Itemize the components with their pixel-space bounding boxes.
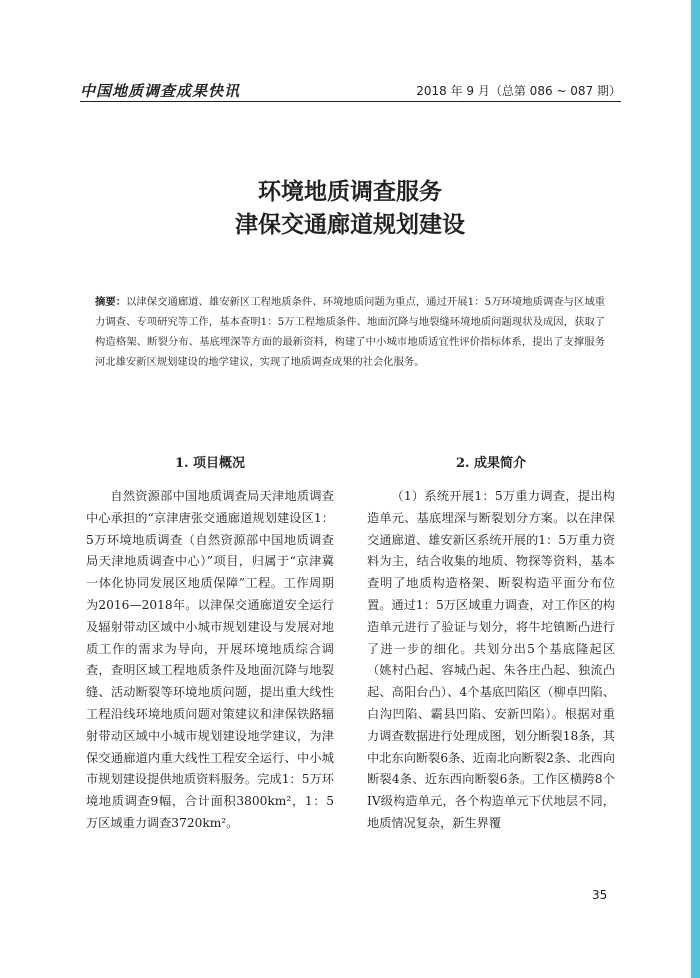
- journal-name: 中国地质调查成果快讯: [80, 82, 241, 100]
- column-left: [86, 452, 334, 835]
- running-header: [80, 80, 621, 102]
- title-line-1: 环境地质调查服务: [258, 179, 442, 205]
- column-right: [367, 452, 615, 835]
- abstract-text: 以津保交通廊道、雄安新区工程地质条件、环境地质问题为重点，通过开展1：5万环境地质调查与区域重力调查、专项研究等工作，基本查明1：5万工程地质条件、地面沉降与地裂缝环境地质问题现状及成因，获取了构造格架、断裂分布、基底埋深等方面的最新资料，构建了中小城市地质适宜性评价指标体系，提出了支撑服务河北雄安新区规划建设的地学建议，实现了地质调查成果的社会化服务。: [95, 296, 606, 368]
- section-heading-overview: 1. 项目概况: [174, 456, 246, 471]
- header-rule: [80, 101, 621, 102]
- section-body-overview: 自然资源部中国地质调查局天津地质调查中心承担的“京津唐张交通廊道规划建设区1：5万环境地质调查（自然资源部中国地质调查局天津地质调查中心）”项目，归属于“京津冀一体化协同发展区地质保障”工程。工作周期为2016—2018年。以津保交通廊道安全运行及辐射带动区域中小城市规划建设与发展对地质工作的需求为导向，开展环境地质综合调查，查明区域工程地质条件及地面沉降与地裂缝、活动断裂等环境地质问题，提出重大线性工程沿线环境地质问题对策建议和津保铁路辐射带动区域中小城市规划建设地学建议，为津保交通廊道内重大线性工程安全运行、中小城市规划建设提供地质资料服务。完成1：5万环境地质调查9幅，合计面积3800km²，1：5万区域重力调查3720km²。: [86, 489, 334, 830]
- section-body-results: （1）系统开展1：5万重力调查，提出构造单元、基底埋深与断裂划分方案。以在津保交通廊道、雄安新区系统开展的1：5万重力资料为主，结合收集的地质、物探等资料，基本查明了地质构造格架、断裂构造平面分布位置。通过1：5万区域重力调查，对工作区的构造单元进行了验证与划分，将牛坨镇断凸进行了进一步的细化。共划分出5个基底隆起区（姚村凸起、容城凸起、朱各庄凸起、独流凸起、高阳台凸）、4个基底凹陷区（柳卓凹陷、白沟凹陷、霸县凹陷、安新凹陷）。根据对重力调查数据进行处理成图，划分断裂18条，其中北东向断裂6条、近南北向断裂2条、北西向断裂4条、近东西向断裂6条。工作区横跨8个IV级构造单元，各个构造单元下伏地层不同，地质情况复杂，新生界覆: [367, 489, 615, 830]
- issue-info: 2018 年 9 月（总第 086 ~ 087 期）: [416, 84, 621, 98]
- section-heading-results: 2. 成果简介: [455, 456, 527, 471]
- title-line-2: 津保交通廊道规划建设: [235, 212, 465, 238]
- abstract: [95, 292, 605, 372]
- article-title: [0, 176, 700, 242]
- page-number: 35: [592, 888, 608, 902]
- abstract-label: 摘要：: [95, 296, 127, 308]
- page-edge-stripe: [691, 0, 700, 978]
